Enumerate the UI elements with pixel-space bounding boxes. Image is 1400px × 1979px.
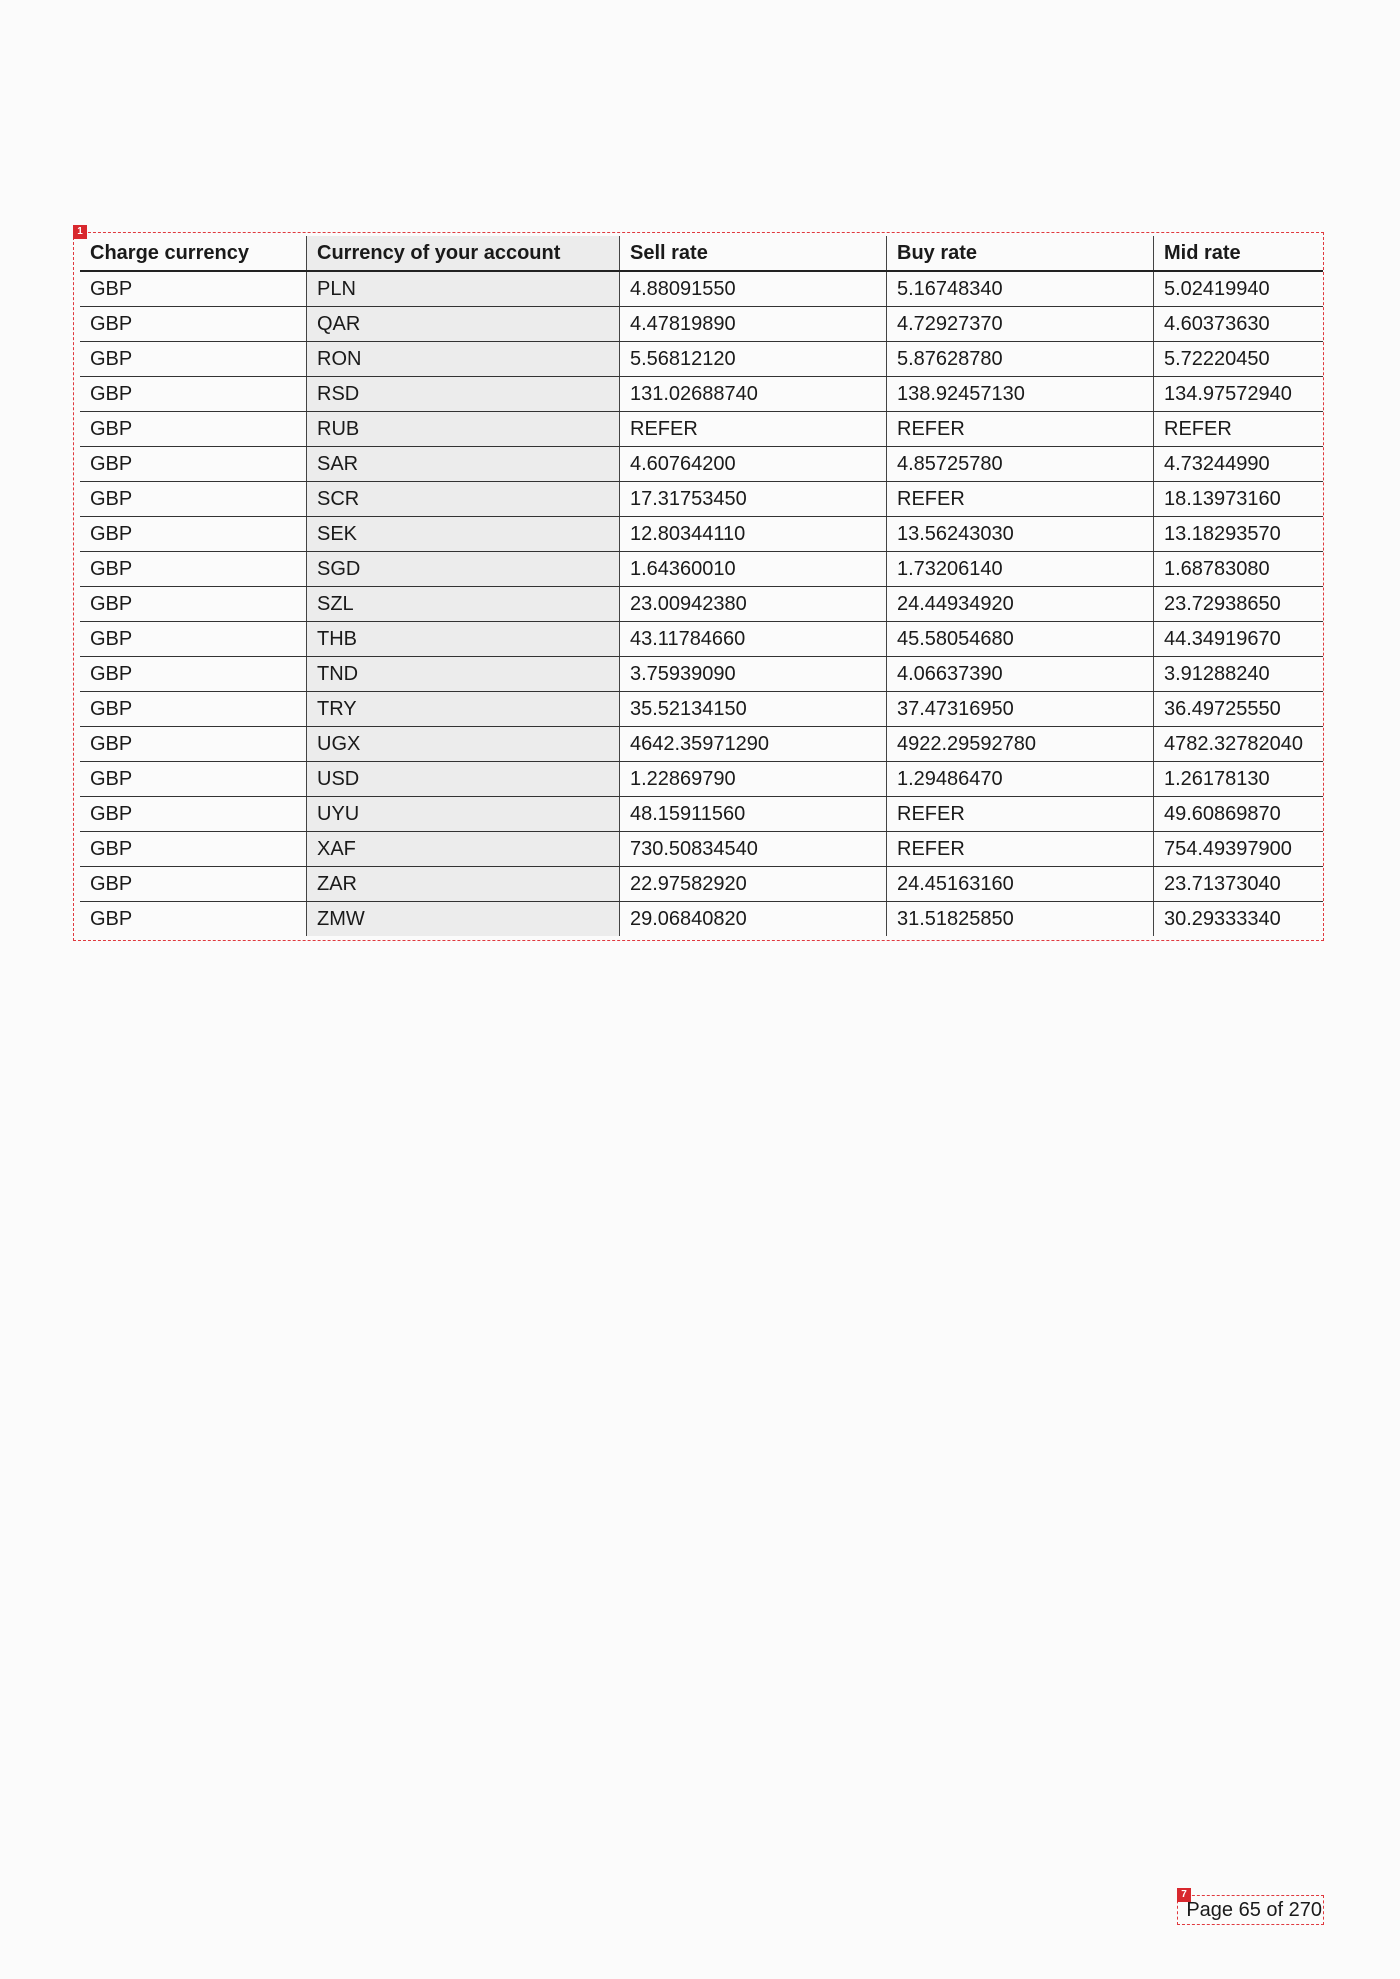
cell-mid-rate: 36.49725550 xyxy=(1154,692,1324,727)
header-mid-rate: Mid rate xyxy=(1154,236,1324,271)
cell-buy-rate: 5.87628780 xyxy=(887,342,1154,377)
cell-buy-rate: 1.73206140 xyxy=(887,552,1154,587)
cell-buy-rate: REFER xyxy=(887,482,1154,517)
cell-mid-rate: 18.13973160 xyxy=(1154,482,1324,517)
cell-sell-rate: 730.50834540 xyxy=(620,832,887,867)
cell-buy-rate: 31.51825850 xyxy=(887,902,1154,937)
cell-sell-rate: 3.75939090 xyxy=(620,657,887,692)
cell-buy-rate: 4.06637390 xyxy=(887,657,1154,692)
table-row xyxy=(80,517,1323,552)
cell-mid-rate: 1.26178130 xyxy=(1154,762,1324,797)
cell-charge-currency: GBP xyxy=(80,657,307,692)
cell-buy-rate: 4.85725780 xyxy=(887,447,1154,482)
cell-mid-rate: 4782.32782040 xyxy=(1154,727,1324,762)
table-row xyxy=(80,412,1323,447)
cell-account-currency: QAR xyxy=(307,307,620,342)
cell-charge-currency: GBP xyxy=(80,797,307,832)
cell-account-currency: XAF xyxy=(307,832,620,867)
cell-buy-rate: REFER xyxy=(887,797,1154,832)
table-row xyxy=(80,762,1323,797)
cell-charge-currency: GBP xyxy=(80,482,307,517)
cell-buy-rate: 1.29486470 xyxy=(887,762,1154,797)
cell-mid-rate: 44.34919670 xyxy=(1154,622,1324,657)
cell-mid-rate: 134.97572940 xyxy=(1154,377,1324,412)
table-row xyxy=(80,307,1323,342)
header-sell-rate: Sell rate xyxy=(620,236,887,271)
cell-mid-rate: REFER xyxy=(1154,412,1324,447)
cell-sell-rate: 1.22869790 xyxy=(620,762,887,797)
cell-sell-rate: 12.80344110 xyxy=(620,517,887,552)
cell-sell-rate: 131.02688740 xyxy=(620,377,887,412)
cell-account-currency: RON xyxy=(307,342,620,377)
cell-buy-rate: 45.58054680 xyxy=(887,622,1154,657)
cell-mid-rate: 4.60373630 xyxy=(1154,307,1324,342)
table-row xyxy=(80,727,1323,762)
cell-charge-currency: GBP xyxy=(80,867,307,902)
table-row xyxy=(80,867,1323,902)
cell-charge-currency: GBP xyxy=(80,377,307,412)
header-buy-rate: Buy rate xyxy=(887,236,1154,271)
header-charge-currency: Charge currency xyxy=(80,236,307,271)
cell-sell-rate: 1.64360010 xyxy=(620,552,887,587)
table-region-marker: 1 xyxy=(73,225,87,239)
table-row xyxy=(80,902,1323,937)
cell-charge-currency: GBP xyxy=(90,907,133,930)
table-header-row xyxy=(80,236,1323,271)
cell-buy-rate: 4.72927370 xyxy=(887,307,1154,342)
table-row xyxy=(80,271,1323,307)
cell-account-currency: UYU xyxy=(307,797,620,832)
cell-sell-rate: 48.15911560 xyxy=(620,797,887,832)
cell-charge-currency: GBP xyxy=(80,832,307,867)
cell-charge-currency: GBP xyxy=(80,587,307,622)
cell-mid-rate: 4.73244990 xyxy=(1154,447,1324,482)
cell-sell-rate: 4.47819890 xyxy=(620,307,887,342)
cell-sell-rate: 29.06840820 xyxy=(620,902,887,937)
cell-charge-currency: GBP xyxy=(80,271,307,307)
cell-account-currency: TND xyxy=(307,657,620,692)
cell-buy-rate: 37.47316950 xyxy=(887,692,1154,727)
cell-account-currency: UGX xyxy=(307,727,620,762)
cell-mid-rate: 754.49397900 xyxy=(1154,832,1324,867)
cell-account-currency: RSD xyxy=(307,377,620,412)
cell-charge-currency: GBP xyxy=(80,517,307,552)
cell-sell-rate: 23.00942380 xyxy=(620,587,887,622)
table-row xyxy=(80,447,1323,482)
cell-account-currency: SAR xyxy=(307,447,620,482)
table-row xyxy=(80,692,1323,727)
table-row xyxy=(80,657,1323,692)
cell-account-currency: SCR xyxy=(307,482,620,517)
cell-sell-rate: 17.31753450 xyxy=(620,482,887,517)
cell-mid-rate: 49.60869870 xyxy=(1154,797,1324,832)
cell-charge-currency: GBP xyxy=(80,622,307,657)
cell-mid-rate: 5.72220450 xyxy=(1154,342,1324,377)
cell-buy-rate: 13.56243030 xyxy=(887,517,1154,552)
table-row xyxy=(80,552,1323,587)
cell-buy-rate: 24.45163160 xyxy=(887,867,1154,902)
cell-account-currency: TRY xyxy=(307,692,620,727)
table-row xyxy=(80,482,1323,517)
cell-sell-rate: REFER xyxy=(620,412,887,447)
table-row xyxy=(80,832,1323,867)
cell-buy-rate: REFER xyxy=(887,412,1154,447)
cell-charge-currency: GBP xyxy=(80,412,307,447)
cell-charge-currency: GBP xyxy=(80,307,307,342)
cell-mid-rate: 30.29333340 xyxy=(1154,902,1324,937)
footer-region-marker: 7 xyxy=(1177,1888,1191,1902)
table-row xyxy=(80,622,1323,657)
table-row xyxy=(80,797,1323,832)
cell-account-currency: PLN xyxy=(307,271,620,307)
cell-charge-currency: GBP xyxy=(80,727,307,762)
cell-sell-rate: 5.56812120 xyxy=(620,342,887,377)
cell-sell-rate: 22.97582920 xyxy=(620,867,887,902)
cell-mid-rate: 1.68783080 xyxy=(1154,552,1324,587)
cell-charge-currency: GBP xyxy=(80,552,307,587)
cell-mid-rate: 23.71373040 xyxy=(1154,867,1324,902)
cell-account-currency: USD xyxy=(307,762,620,797)
header-account-currency: Currency of your account xyxy=(307,236,620,271)
cell-buy-rate: 138.92457130 xyxy=(887,377,1154,412)
table-body xyxy=(80,271,1323,936)
cell-charge-currency: GBP xyxy=(80,342,307,377)
cell-charge-currency: GBP xyxy=(80,762,307,797)
cell-sell-rate: 35.52134150 xyxy=(620,692,887,727)
table-row xyxy=(80,587,1323,622)
cell-buy-rate: 24.44934920 xyxy=(887,587,1154,622)
cell-buy-rate: 4922.29592780 xyxy=(887,727,1154,762)
cell-charge-currency: GBP xyxy=(80,692,307,727)
cell-mid-rate: 13.18293570 xyxy=(1154,517,1324,552)
cell-sell-rate: 4.88091550 xyxy=(620,271,887,307)
exchange-rates-table xyxy=(80,236,1323,936)
cell-mid-rate: 23.72938650 xyxy=(1154,587,1324,622)
cell-charge-currency: GBP xyxy=(80,447,307,482)
cell-account-currency: ZMW xyxy=(307,902,620,937)
cell-account-currency: THB xyxy=(307,622,620,657)
cell-account-currency: SEK xyxy=(307,517,620,552)
table-row xyxy=(80,377,1323,412)
cell-sell-rate: 43.11784660 xyxy=(620,622,887,657)
page-number: Page 65 of 270 xyxy=(1186,1899,1322,1921)
cell-mid-rate: 3.91288240 xyxy=(1154,657,1324,692)
cell-sell-rate: 4642.35971290 xyxy=(620,727,887,762)
cell-account-currency: SGD xyxy=(307,552,620,587)
cell-account-currency: RUB xyxy=(307,412,620,447)
cell-account-currency: ZAR xyxy=(307,867,620,902)
table-row xyxy=(80,342,1323,377)
cell-sell-rate: 4.60764200 xyxy=(620,447,887,482)
cell-buy-rate: 5.16748340 xyxy=(887,271,1154,307)
cell-buy-rate: REFER xyxy=(887,832,1154,867)
cell-account-currency: SZL xyxy=(307,587,620,622)
cell-mid-rate: 5.02419940 xyxy=(1154,271,1324,307)
